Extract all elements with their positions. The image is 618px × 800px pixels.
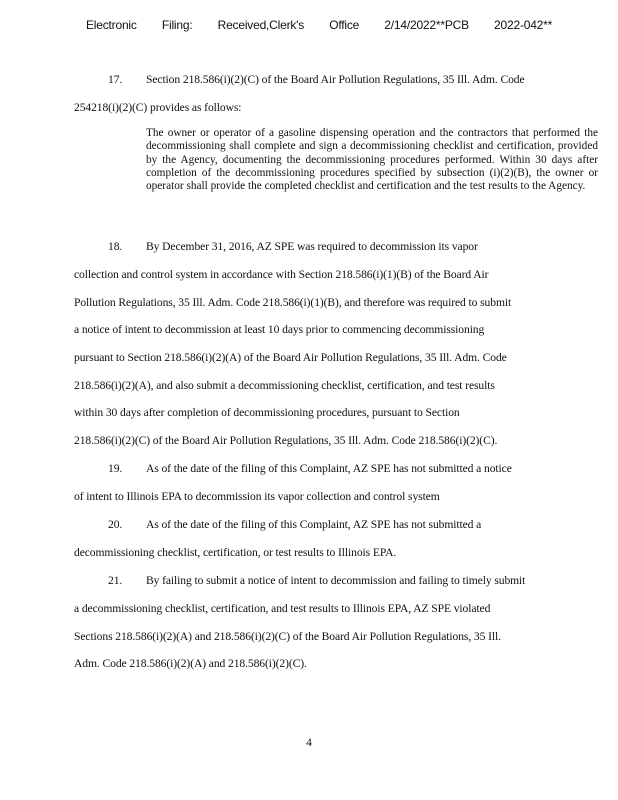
paragraph-text: As of the date of the filing of this Complaint, AZ SPE has not submitted a [146,518,482,531]
header-date-code: 2/14/2022**PCB [384,18,469,32]
paragraph-21-line-1 [108,574,598,587]
paragraph-19-line-1 [108,462,598,475]
paragraph-20-line-1 [108,518,598,531]
paragraph-number: 19. [108,462,123,475]
paragraph-18-line-8: 218.586(i)(2)(C) of the Board Air Pollution Regulations, 35 Ill. Adm. Code 218.586(i)(2)(C). [74,434,498,447]
paragraph-17-line-1 [108,73,598,86]
page-number: 4 [306,737,312,749]
paragraph-text: By failing to submit a notice of intent to decommission and failing to timely submit [146,574,526,587]
paragraph-21-line-2: a decommissioning checklist, certification, and test results to Illinois EPA, AZ SPE violated [74,602,491,615]
paragraph-18-line-1 [108,240,598,253]
header-received: Received,Clerk's [217,18,305,32]
block-quote: The owner or operator of a gasoline dispensing operation and the contractors that performed the decommissioning shall complete and sign a decommissioning checklist and certification, provided by the Agency, documenting the decommissioning procedures performed. Within 30 days after completion of the decommissioning procedures specified by subsection (i)(2)(B), the owner or operator shall provide the completed checklist and certification and the test results to the Agency. [146,127,598,193]
paragraph-number: 20. [108,518,123,531]
paragraph-18-line-7: within 30 days after completion of decommissioning procedures, pursuant to Section [74,406,460,419]
paragraph-19-line-2: of intent to Illinois EPA to decommission its vapor collection and control system [74,490,440,503]
paragraph-20-line-2: decommissioning checklist, certification, or test results to Illinois EPA. [74,546,397,559]
paragraph-text: As of the date of the filing of this Complaint, AZ SPE has not submitted a notice [146,462,512,475]
paragraph-text: By December 31, 2016, AZ SPE was required to decommission its vapor [146,240,478,253]
paragraph-18-line-6: 218.586(i)(2)(A), and also submit a decommissioning checklist, certification, and test results [74,379,495,392]
paragraph-text: Section 218.586(i)(2)(C) of the Board Air Pollution Regulations, 35 Ill. Adm. Code [146,73,525,86]
header-case-number: 2022-042** [494,18,553,32]
paragraph-number: 21. [108,574,123,587]
paragraph-number: 18. [108,240,123,253]
paragraph-18-line-5: pursuant to Section 218.586(i)(2)(A) of the Board Air Pollution Regulations, 35 Ill. Adm. Code [74,351,507,364]
paragraph-number: 17. [108,73,123,86]
header-electronic: Electronic [86,18,137,32]
paragraph-21-line-3: Sections 218.586(i)(2)(A) and 218.586(i)(2)(C) of the Board Air Pollution Regulations, 35 Ill. [74,630,501,643]
paragraph-18-line-4: a notice of intent to decommission at least 10 days prior to commencing decommissioning [74,323,485,336]
paragraph-17-line-2: 254218(i)(2)(C) provides as follows: [74,101,242,114]
paragraph-21-line-4: Adm. Code 218.586(i)(2)(A) and 218.586(i)(2)(C). [74,657,307,670]
header-office: Office [329,18,360,32]
paragraph-18-line-2: collection and control system in accordance with Section 218.586(i)(1)(B) of the Board Air [74,268,489,281]
header-filing: Filing: [161,18,193,32]
paragraph-18-line-3: Pollution Regulations, 35 Ill. Adm. Code 218.586(i)(1)(B), and therefore was required to submit [74,296,512,309]
filing-header [86,18,574,32]
